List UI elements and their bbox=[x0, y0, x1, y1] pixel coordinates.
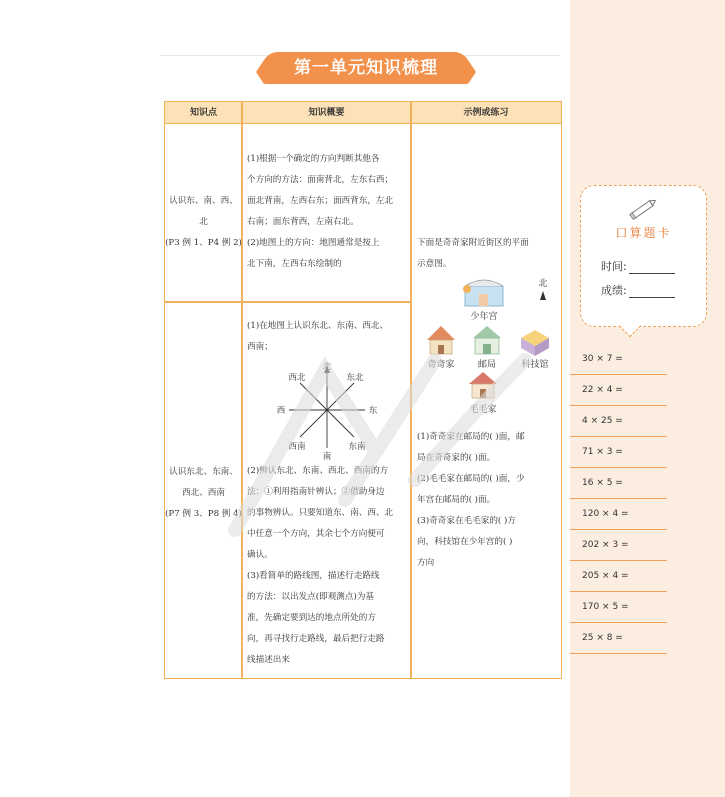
pencil-icon bbox=[627, 196, 659, 222]
row2-topic-line: 认识东北、东南、 bbox=[169, 467, 238, 477]
score-row bbox=[601, 282, 675, 298]
summary-line: 的事物辨认。只要知道东、南、西、北 bbox=[247, 508, 394, 518]
question-line: 向，科技馆在少年宫的( ) bbox=[417, 537, 513, 547]
question-line: (2)毛毛家在邮局的( )面，少 bbox=[417, 474, 525, 484]
calc-item: 202 × 3 = bbox=[570, 530, 667, 561]
header-knowledge-point: 知识点 bbox=[165, 102, 242, 124]
oral-calc-card bbox=[580, 185, 707, 327]
header-example: 示例或练习 bbox=[411, 102, 561, 124]
column-divider bbox=[410, 102, 412, 678]
row1-topic-line: 认识东、南、西、北 bbox=[169, 196, 238, 227]
row-divider bbox=[165, 301, 411, 303]
row1-topic-line: (P3 例 1、P4 例 2) bbox=[165, 238, 242, 248]
calc-item: 4 × 25 = bbox=[570, 406, 667, 437]
summary-line: 西南； bbox=[247, 342, 273, 352]
score-blank[interactable] bbox=[629, 297, 675, 298]
calc-item: 25 × 8 = bbox=[570, 623, 667, 654]
palace-label: 少年宫 bbox=[470, 312, 498, 322]
house-icon bbox=[469, 372, 497, 398]
column-divider bbox=[241, 102, 243, 678]
example-questions bbox=[417, 427, 563, 574]
compass-southeast: 东南 bbox=[348, 442, 366, 452]
row2-summary-top bbox=[247, 316, 409, 358]
summary-line: (1)根据一个确定的方向判断其他各 bbox=[247, 154, 380, 164]
science-label: 科技馆 bbox=[521, 360, 549, 370]
summary-line: 线描述出来 bbox=[247, 655, 290, 665]
sidebar bbox=[570, 0, 725, 797]
card-title: 口算题卡 bbox=[615, 226, 672, 240]
calc-item: 205 × 4 = bbox=[570, 561, 667, 592]
header-summary: 知识概要 bbox=[242, 102, 411, 124]
question-line: (3)奇奇家在毛毛家的( )方 bbox=[417, 516, 516, 526]
summary-line: 右南；面东背西，左南右北。 bbox=[247, 217, 359, 227]
compass-southwest: 西南 bbox=[288, 442, 306, 452]
time-blank[interactable] bbox=[629, 273, 675, 274]
calc-item: 16 × 5 = bbox=[570, 468, 667, 499]
example-intro bbox=[417, 233, 563, 275]
maomao-label: 毛毛家 bbox=[469, 405, 497, 415]
street-map bbox=[417, 274, 563, 416]
palace-icon bbox=[463, 280, 503, 306]
summary-line: 的方法：以出发点(即观测点)为基 bbox=[247, 592, 375, 602]
summary-line: 法：①利用指南针辨认；②借助身边 bbox=[247, 487, 385, 497]
summary-line: 中任意一个方向，其余七个方向便可 bbox=[247, 529, 385, 539]
page-title: 第一单元知识梳理 bbox=[262, 52, 470, 84]
compass-northeast: 东北 bbox=[346, 373, 364, 383]
knowledge-table bbox=[164, 101, 562, 679]
summary-line: 向，再寻找行走路线，最后把行走路 bbox=[247, 634, 385, 644]
map-north-label: 北 bbox=[538, 279, 548, 289]
calc-item: 22 × 4 = bbox=[570, 375, 667, 406]
summary-line: 个方向的方法：面南背北，左东右西； bbox=[247, 175, 394, 185]
question-line: 局在奇奇家的( )面。 bbox=[417, 453, 496, 463]
summary-line: 面北背南，左西右东；面西背东，左北 bbox=[247, 196, 394, 206]
row1-summary bbox=[247, 149, 409, 275]
north-arrow-icon bbox=[540, 291, 546, 300]
calc-item: 120 × 4 = bbox=[570, 499, 667, 530]
home-label: 奇奇家 bbox=[427, 360, 455, 370]
compass-east: 东 bbox=[368, 406, 378, 416]
summary-line: (2)辨认东北、东南、西北、西南的方 bbox=[247, 466, 389, 476]
calc-item: 170 × 5 = bbox=[570, 592, 667, 623]
question-line: 方向 bbox=[417, 558, 435, 568]
calc-list bbox=[570, 344, 667, 654]
example-intro-line: 下面是奇奇家附近街区的平面 bbox=[417, 238, 529, 248]
row2-topic bbox=[165, 462, 242, 525]
row1-topic bbox=[165, 191, 242, 254]
summary-line: (2)地图上的方向：地图通常是按上 bbox=[247, 238, 380, 248]
calc-item: 71 × 3 = bbox=[570, 437, 667, 468]
summary-line: 北下南，左西右东绘制的 bbox=[247, 259, 342, 269]
house-icon bbox=[427, 326, 455, 354]
row2-topic-line: 西北、西南 bbox=[182, 488, 225, 498]
summary-line: 准，先确定要到达的地点所处的方 bbox=[247, 613, 376, 623]
row2-topic-line: (P7 例 3、P8 例 4) bbox=[165, 509, 242, 519]
summary-line: (3)看简单的路线图，描述行走路线 bbox=[247, 571, 380, 581]
question-line: (1)奇奇家在邮局的( )面，邮 bbox=[417, 432, 525, 442]
compass-diagram bbox=[273, 360, 381, 460]
compass-south: 南 bbox=[322, 452, 332, 460]
row2-summary-bottom bbox=[247, 461, 409, 671]
compass-west: 西 bbox=[276, 406, 286, 416]
example-intro-line: 示意图。 bbox=[417, 259, 452, 269]
post-label: 邮局 bbox=[477, 360, 497, 370]
time-label: 时间: bbox=[601, 260, 627, 273]
post-office-icon bbox=[473, 326, 501, 354]
science-museum-icon bbox=[521, 330, 549, 356]
compass-north: 北 bbox=[322, 362, 332, 372]
summary-line: 确认。 bbox=[247, 550, 273, 560]
score-label: 成绩: bbox=[601, 284, 627, 297]
calc-item: 30 × 7 = bbox=[570, 344, 667, 375]
question-line: 年宫在邮局的( )面。 bbox=[417, 495, 496, 505]
compass-northwest: 西北 bbox=[288, 373, 306, 383]
summary-line: (1)在地图上认识东北、东南、西北、 bbox=[247, 321, 389, 331]
time-row bbox=[601, 258, 675, 274]
